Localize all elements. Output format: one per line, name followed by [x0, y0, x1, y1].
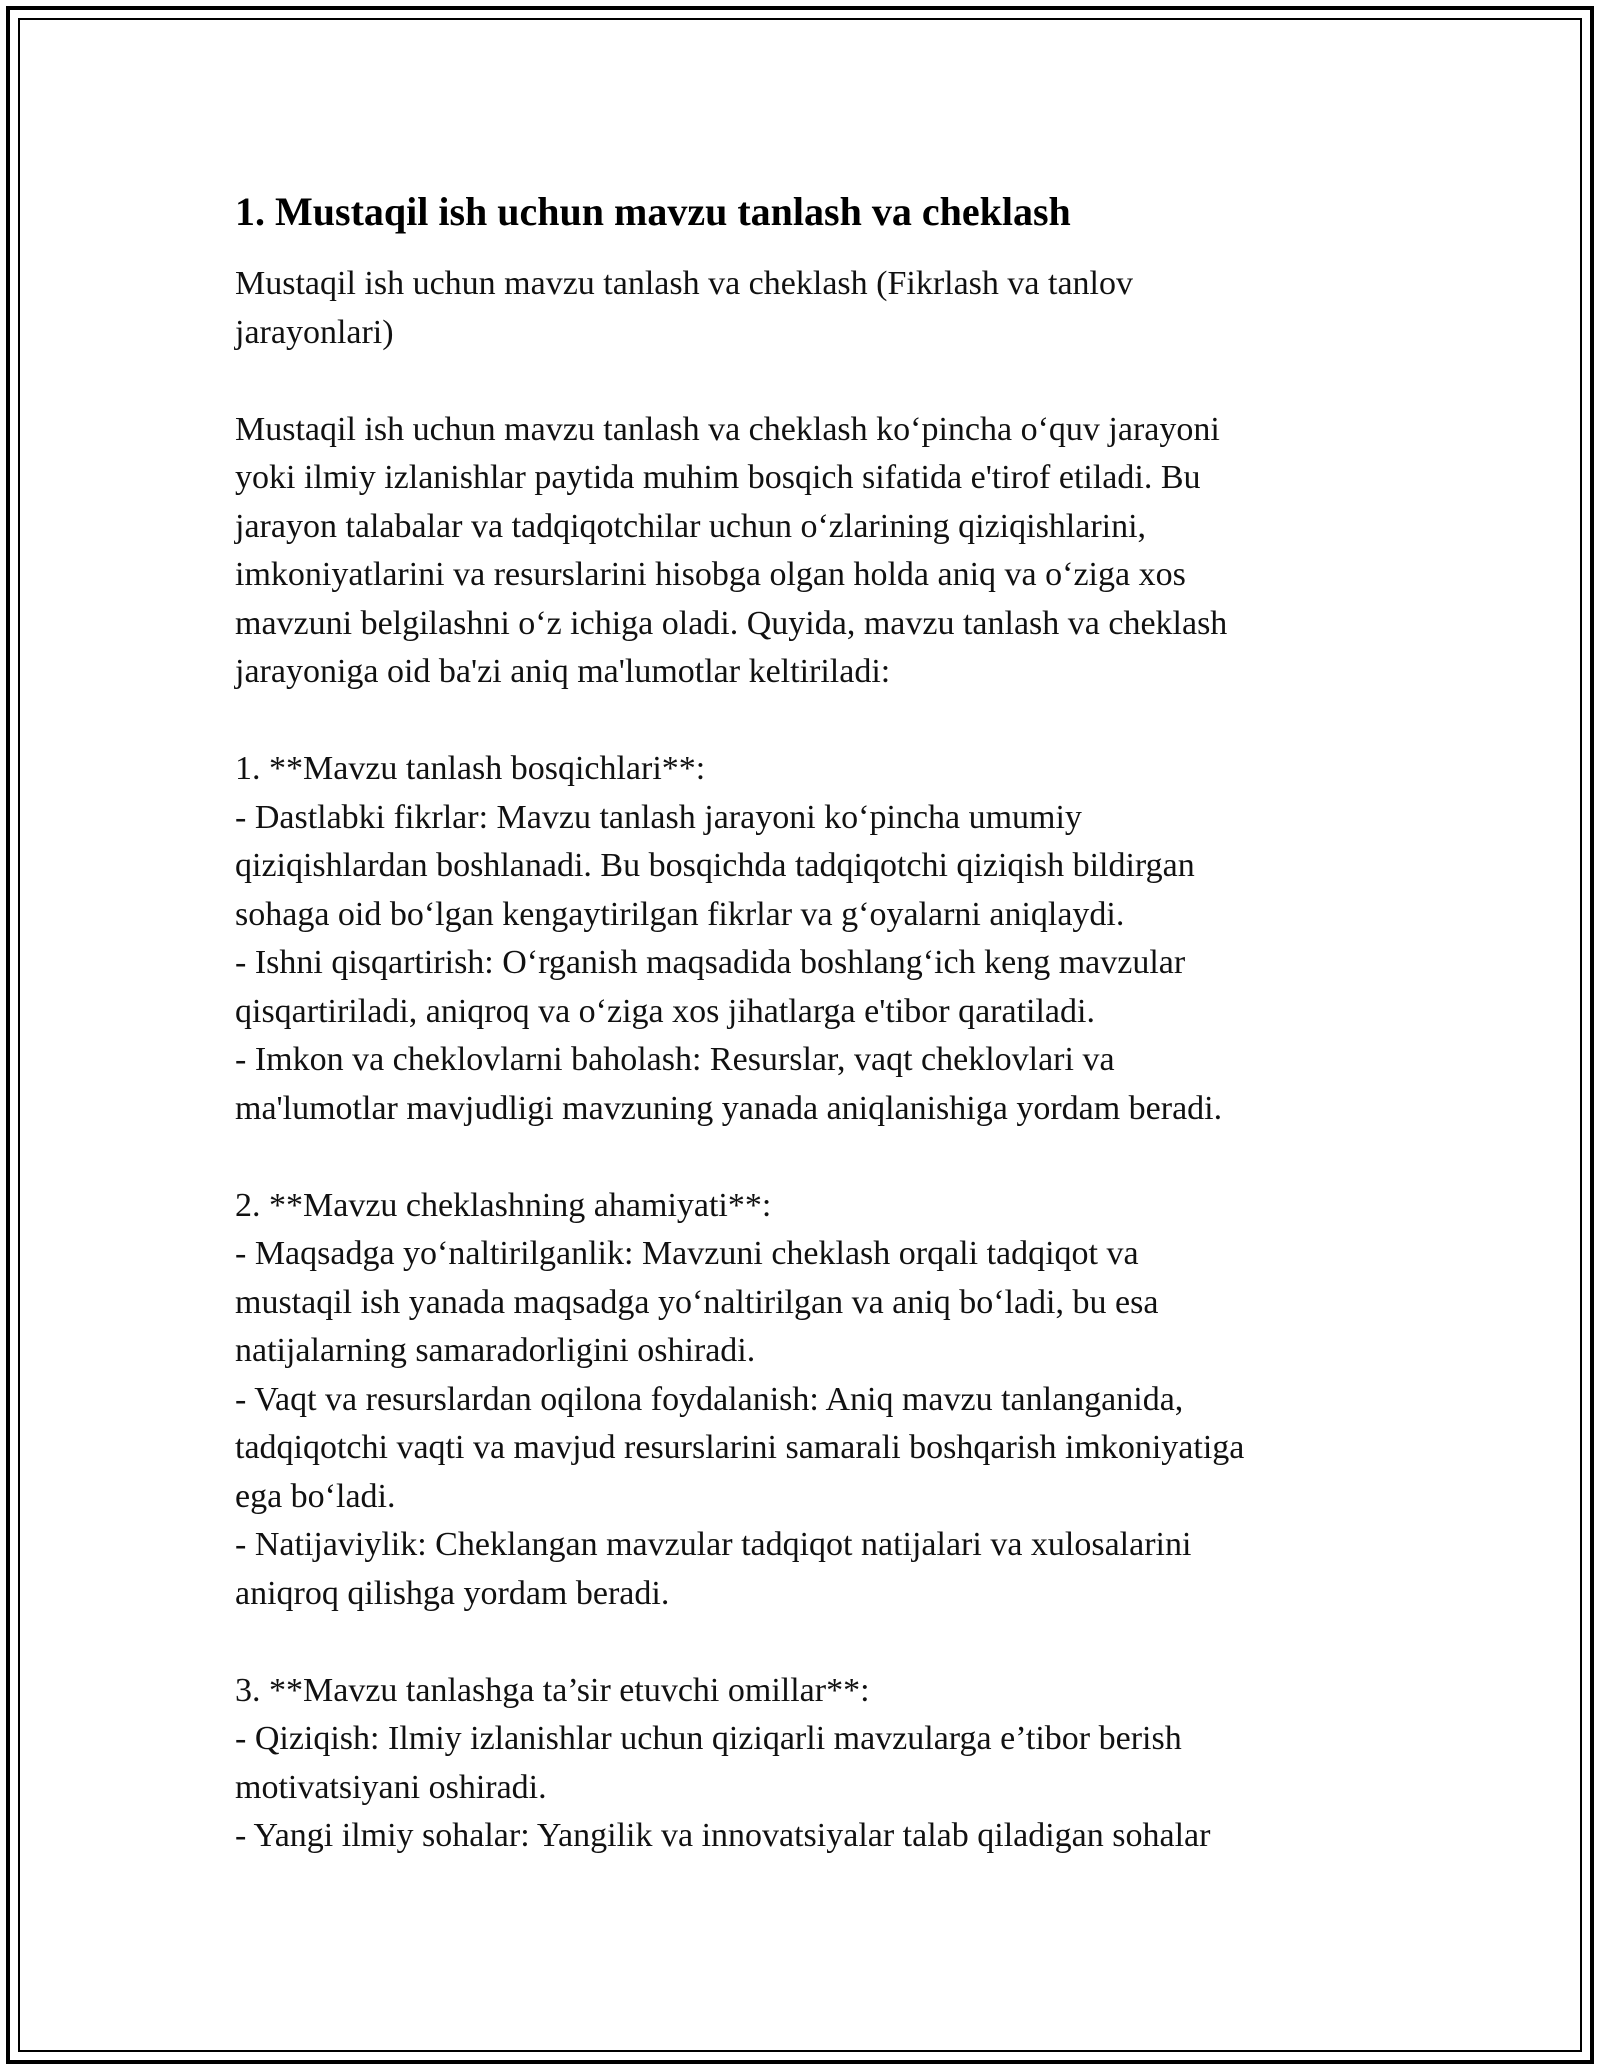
section-heading: 2. **Mavzu cheklashning ahamiyati**: [235, 1186, 772, 1224]
document-subtitle: Mustaqil ish uchun mavzu tanlash va cheklash (Fikrlash va tanlov jarayonlari) [235, 265, 1133, 351]
section-heading: 3. **Mavzu tanlashga ta’sir etuvchi omillar**: [235, 1671, 870, 1709]
section-2 [235, 1182, 1365, 1619]
paragraph-gap [235, 1133, 1365, 1182]
list-item: - Qiziqish: Ilmiy izlanishlar uchun qiziqarli mavzularga e’tibor berish motivatsiyani oshiradi. [235, 1720, 1182, 1806]
list-item: - Yangi ilmiy sohalar: Yangilik va innovatsiyalar talab qiladigan sohalar [235, 1817, 1211, 1854]
section-1 [235, 745, 1365, 1133]
list-item: - Vaqt va resurslardan oqilona foydalanish: Aniq mavzu tanlanganida, tadqiqotchi vaqti va mavjud resurslarini samarali boshqarish imkoniyatiga ega bo‘ladi. [235, 1380, 1245, 1515]
intro-paragraph: Mustaqil ish uchun mavzu tanlash va cheklash ko‘pincha o‘quv jarayoni yoki ilmiy izlanishlar paytida muhim bosqich sifatida e'tirof etiladi. Bu jarayon talabalar va tadqiqotchilar uchun o‘zlarining qiziqishlarini, imkoniyatlarini va resurslarini hisobga olgan holda aniq va o‘ziga xos mavzuni belgilashni o‘z ichiga oladi. Quyida, mavzu tanlash va cheklash jarayoniga oid ba'zi aniq ma'lumotlar keltiriladi: [235, 410, 1228, 690]
list-item: - Dastlabki fikrlar: Mavzu tanlash jarayoni ko‘pincha umumiy qiziqishlardan boshlanadi. Bu bosqichda tadqiqotchi qiziqish bildirgan sohaga oid bo‘lgan kengaytirilgan fikrlar va g‘oyalarni aniqlaydi. [235, 798, 1195, 933]
paragraph-gap [235, 1618, 1365, 1667]
section-3 [235, 1667, 1365, 1861]
list-item: - Natijaviylik: Cheklangan mavzular tadqiqot natijalari va xulosalarini aniqroq qilishga yordam beradi. [235, 1526, 1192, 1612]
section-heading: 1. **Mavzu tanlash bosqichlari**: [235, 750, 706, 787]
list-item: - Imkon va cheklovlarni baholash: Resurslar, vaqt cheklovlari va ma'lumotlar mavjudligi mavzuning yanada aniqlanishiga yordam beradi. [235, 1041, 1223, 1127]
document-body [235, 186, 1365, 1861]
paragraph-gap [235, 357, 1365, 406]
list-item: - Maqsadga yo‘naltirilganlik: Mavzuni cheklash orqali tadqiqot va mustaqil ish yanada maqsadga yo‘naltirilgan va aniq bo‘ladi, bu esa natijalarning samaradorligini oshiradi. [235, 1235, 1159, 1369]
document-title: 1. Mustaqil ish uchun mavzu tanlash va cheklash [235, 189, 1071, 234]
paragraph-gap [235, 697, 1365, 746]
list-item: - Ishni qisqartirish: O‘rganish maqsadida boshlang‘ich keng mavzular qisqartiriladi, aniqroq va o‘ziga xos jihatlarga e'tibor qaratiladi. [235, 944, 1186, 1030]
